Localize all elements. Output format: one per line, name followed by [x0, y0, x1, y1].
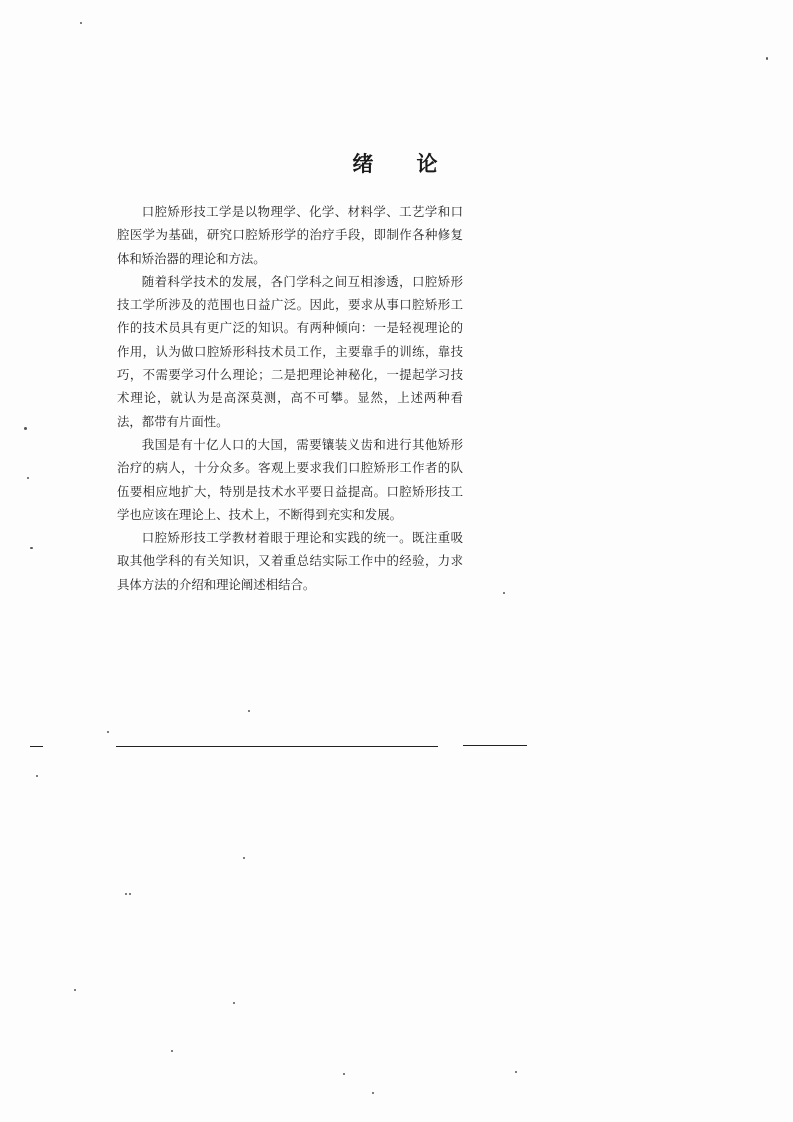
scan-speck [343, 1073, 345, 1075]
title-char-2: 论 [416, 151, 441, 176]
divider-rule-short [30, 746, 43, 747]
paragraph-1: 口腔矫形技工学是以物理学、化学、材料学、工艺学和口腔医学为基础，研究口腔矫形学的治疗手段，即制作各种修复体和矫治器的理论和方法。 [117, 204, 463, 266]
scan-speck [80, 22, 82, 24]
scan-speck [766, 57, 768, 60]
scan-speck [24, 427, 27, 430]
divider-rule-main [116, 746, 438, 747]
scan-speck [233, 1002, 235, 1004]
scan-speck [248, 710, 250, 712]
scan-speck [36, 775, 38, 777]
scan-speck [503, 592, 505, 594]
scan-speck [27, 477, 29, 479]
scan-speck [171, 1050, 173, 1052]
body-text [117, 200, 463, 596]
page-title [0, 148, 793, 178]
title-char-1: 绪 [352, 151, 377, 176]
scan-speck [129, 893, 131, 895]
scan-speck [30, 547, 33, 549]
scan-speck [74, 989, 76, 991]
divider-rule-right [463, 745, 527, 746]
paragraph-3: 我国是有十亿人口的大国，需要镶装义齿和进行其他矫形治疗的病人，十分众多。客观上要求我们口腔矫形工作者的队伍要相应地扩大，特别是技术水平要日益提高。口腔矫形技工学也应该在理论上、技术上，不断得到充实和发展。 [117, 436, 463, 522]
scan-speck [372, 1092, 374, 1094]
paragraph-2: 随着科学技术的发展，各门学科之间互相渗透，口腔矫形技工学所涉及的范围也日益广泛。因此，要求从事口腔矫形工作的技术员具有更广泛的知识。有两种倾向：一是轻视理论的作用，认为做口腔矫形科技术员工作，主要靠手的训练，靠技巧，不需要学习什么理论；二是把理论神秘化，一提起学习技术理论，就认为是高深莫测，高不可攀。显然，上述两种看法，都带有片面性。 [117, 273, 463, 429]
scan-speck [107, 731, 109, 733]
scan-speck [125, 893, 127, 895]
scan-speck [515, 1071, 517, 1073]
paragraph-4: 口腔矫形技工学教材着眼于理论和实践的统一。既注重吸取其他学科的有关知识，又着重总结实际工作中的经验，力求具体方法的介绍和理论阐述相结合。 [117, 530, 463, 592]
scan-speck [243, 857, 245, 859]
